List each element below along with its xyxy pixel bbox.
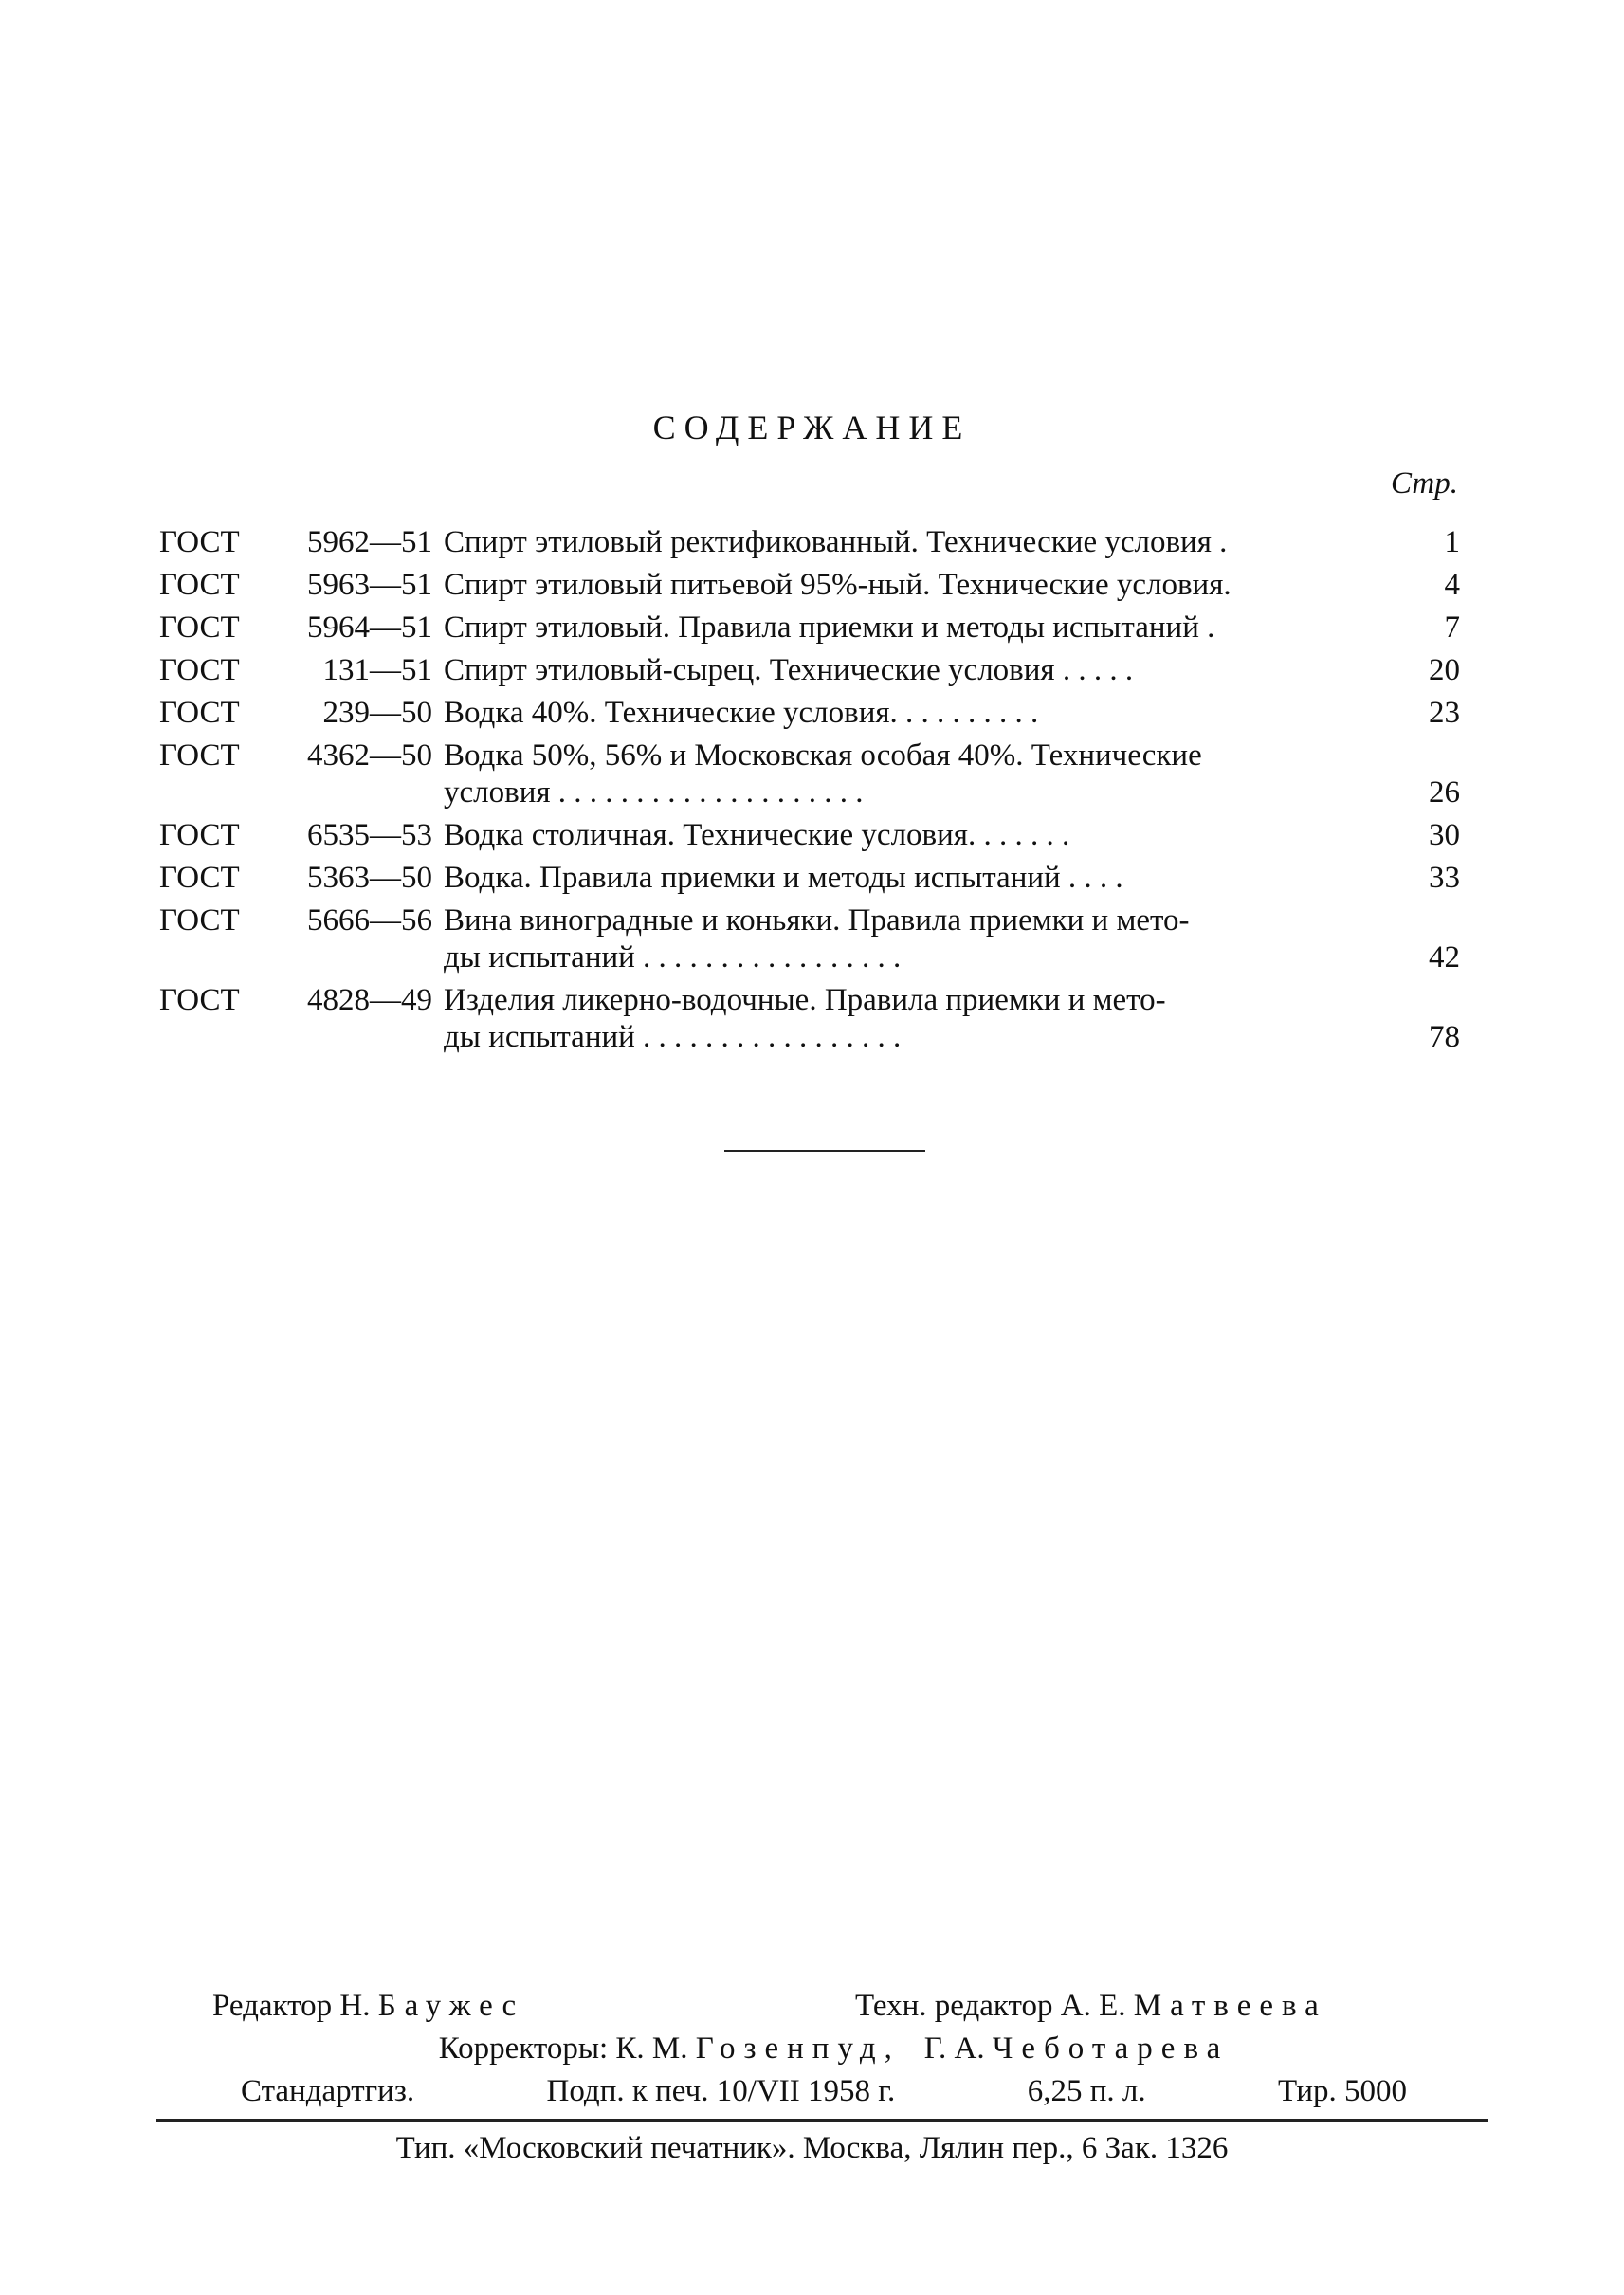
gost-prefix: ГОСТ [159, 738, 240, 773]
tech-editor-name: Матвеева [1133, 1989, 1327, 2023]
toc-entry [159, 695, 1460, 732]
corrector-1-name: Гозенпуд, [695, 2031, 901, 2066]
print-run: Тир. 5000 [1277, 2074, 1407, 2108]
section-divider [724, 1150, 925, 1152]
toc-entry [159, 982, 1460, 1056]
gost-designation [159, 695, 444, 732]
gost-designation [159, 567, 444, 604]
gost-number: 239—50 [322, 696, 432, 730]
entry-title-line [444, 738, 1392, 774]
toc-entry [159, 817, 1460, 854]
entry-title [444, 652, 1460, 689]
correctors-credit [0, 2030, 1624, 2067]
entry-title [444, 817, 1460, 854]
entry-title-line [444, 902, 1392, 939]
entry-title-text: Водка 40%. Технические условия. . . . . . . . . . [444, 696, 1039, 730]
publication-details [241, 2072, 1407, 2110]
gost-number: 4362—50 [307, 738, 432, 773]
entry-title-line [444, 817, 1392, 854]
gost-number: 4828—49 [307, 983, 432, 1017]
entry-title-line [444, 774, 1392, 811]
editor-label: Редактор Н. [212, 1989, 371, 2023]
correctors-label: Корректоры: К. М. [438, 2031, 688, 2066]
toc-entry [159, 738, 1460, 811]
gost-prefix: ГОСТ [159, 903, 240, 938]
entry-title-line [444, 982, 1392, 1019]
gost-prefix: ГОСТ [159, 610, 240, 645]
entry-title-text: Спирт этиловый-сырец. Технические условия . . . . . [444, 653, 1134, 687]
entry-title-text: ды испытаний . . . . . . . . . . . . . . . . . [444, 1020, 902, 1054]
entry-title-line [444, 695, 1392, 732]
gost-number: 6535—53 [307, 818, 432, 852]
imprint-rule [156, 2119, 1488, 2122]
entry-title-text: Водка столичная. Технические условия. . . . . . . [444, 818, 1070, 852]
gost-designation [159, 610, 444, 647]
toc-entry [159, 652, 1460, 689]
entry-title [444, 610, 1460, 647]
toc-entry [159, 567, 1460, 604]
page-number: 1 [1444, 525, 1460, 559]
gost-prefix: ГОСТ [159, 696, 240, 730]
table-of-contents [159, 524, 1460, 1062]
gost-designation [159, 738, 444, 811]
entry-title-text: условия . . . . . . . . . . . . . . . . . . . . [444, 775, 864, 810]
page-number: 78 [1429, 1020, 1460, 1054]
page-number: 4 [1444, 568, 1460, 602]
tech-editor-credit [855, 1987, 1327, 2025]
entry-title [444, 902, 1460, 976]
entry-title-text: ды испытаний . . . . . . . . . . . . . . . . . [444, 940, 902, 974]
toc-entry [159, 902, 1460, 976]
page-number: 42 [1429, 940, 1460, 974]
page-number: 26 [1429, 775, 1460, 810]
gost-designation [159, 652, 444, 689]
entry-title-text: Вина виноградные и коньяки. Правила приемки и мето- [444, 903, 1190, 938]
gost-number: 5666—56 [307, 903, 432, 938]
entry-title [444, 738, 1460, 811]
gost-number: 131—51 [322, 653, 432, 687]
entry-title [444, 982, 1460, 1056]
entry-title-line [444, 1019, 1392, 1056]
gost-prefix: ГОСТ [159, 568, 240, 602]
entry-title-line [444, 939, 1392, 976]
toc-entry [159, 524, 1460, 561]
gost-designation [159, 817, 444, 854]
entry-title-line [444, 652, 1392, 689]
sheet-count: 6,25 п. л. [1027, 2074, 1146, 2108]
gost-prefix: ГОСТ [159, 983, 240, 1017]
gost-number: 5363—50 [307, 861, 432, 895]
editor-name: Баужес [377, 1989, 525, 2023]
entry-title-text: Спирт этиловый ректификованный. Технические условия . [444, 525, 1228, 559]
corrector-2-initials: Г. А. [923, 2031, 985, 2066]
gost-prefix: ГОСТ [159, 653, 240, 687]
page-number: 33 [1429, 861, 1460, 895]
entry-title-text: Водка 50%, 56% и Московская особая 40%. Технические [444, 738, 1202, 773]
entry-title [444, 567, 1460, 604]
entry-title-text: Изделия ликерно-водочные. Правила приемки и мето- [444, 983, 1166, 1017]
gost-designation [159, 902, 444, 976]
gost-number: 5964—51 [307, 610, 432, 645]
page-number: 30 [1429, 818, 1460, 852]
page-number: 20 [1429, 653, 1460, 687]
toc-entry [159, 610, 1460, 647]
gost-prefix: ГОСТ [159, 818, 240, 852]
entry-title-line [444, 567, 1392, 604]
gost-designation [159, 982, 444, 1056]
entry-title [444, 524, 1460, 561]
gost-number: 5963—51 [307, 568, 432, 602]
toc-title: СОДЕРЖАНИЕ [652, 409, 972, 446]
entry-title-text: Спирт этиловый питьевой 95%-ный. Технические условия. [444, 568, 1232, 602]
entry-title-text: Водка. Правила приемки и методы испытаний . . . . [444, 861, 1123, 895]
gost-prefix: ГОСТ [159, 525, 240, 559]
publisher: Стандартгиз. [241, 2074, 415, 2108]
entry-title [444, 860, 1460, 897]
toc-entry [159, 860, 1460, 897]
entry-title-text: Спирт этиловый. Правила приемки и методы испытаний . [444, 610, 1215, 645]
gost-number: 5962—51 [307, 525, 432, 559]
corrector-2-name: Чеботарева [992, 2031, 1230, 2066]
page-column-label: Стр. [1390, 466, 1458, 501]
tech-editor-label: Техн. редактор А. Е. [855, 1989, 1126, 2023]
entry-title-line [444, 610, 1392, 647]
entry-title-line [444, 524, 1392, 561]
page-number: 7 [1444, 610, 1460, 645]
gost-designation [159, 524, 444, 561]
signed-date: Подп. к печ. 10/VII 1958 г. [546, 2074, 896, 2108]
entry-title [444, 695, 1460, 732]
gost-designation [159, 860, 444, 897]
page-number: 23 [1429, 696, 1460, 730]
printer-info: Тип. «Московский печатник». Москва, Лялин пер., 6 Зак. 1326 [395, 2131, 1229, 2165]
gost-prefix: ГОСТ [159, 861, 240, 895]
editor-credit [212, 1987, 524, 2025]
entry-title-line [444, 860, 1392, 897]
